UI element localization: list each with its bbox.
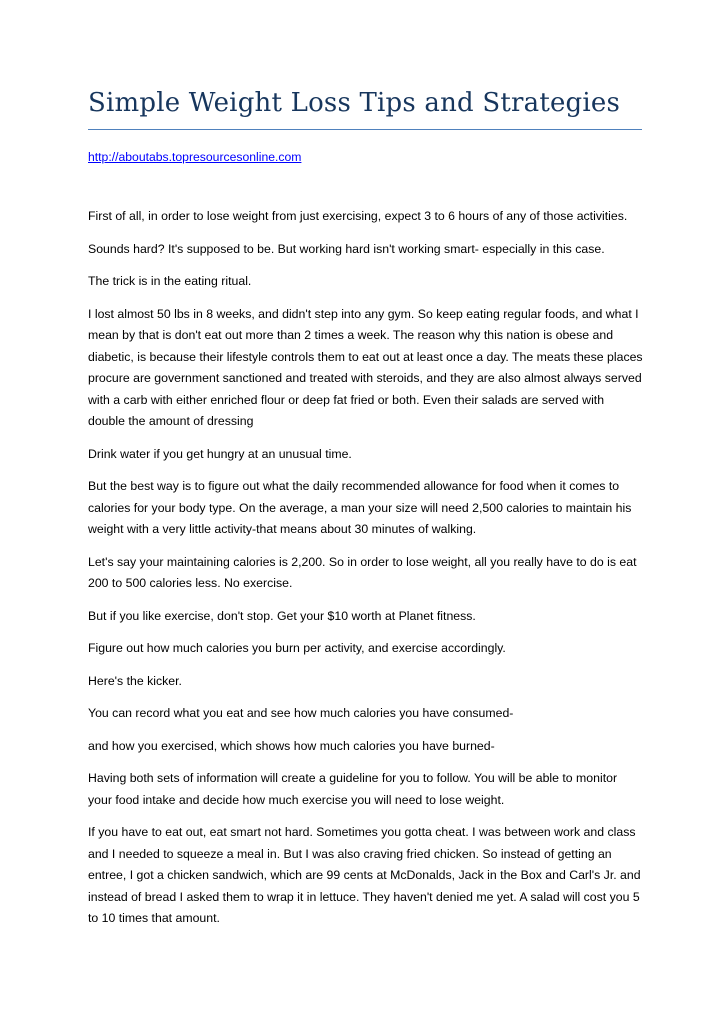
source-link[interactable]: http://aboutabs.topresourcesonline.com bbox=[88, 150, 302, 164]
document-title: Simple Weight Loss Tips and Strategies bbox=[88, 88, 621, 118]
paragraph: I lost almost 50 lbs in 8 weeks, and didn't step into any gym. So keep eating regular foods, and what I mean by that is don't eat out more than 2 times a week. The reason why this nation is obese and diabetic, is because their lifestyle controls them to eat out at least once a day. The meats these places procure are government sanctioned and treated with steroids, and they are also almost always served with a carb with either enriched flour or deep fat fried or both. Even their salads are served with double the amount of dressing bbox=[88, 306, 643, 428]
paragraph: Sounds hard? It's supposed to be. But working hard isn't working smart- especially in this case. bbox=[88, 241, 605, 256]
paragraph: If you have to eat out, eat smart not hard. Sometimes you gotta cheat. I was between work and class and I needed to squeeze a meal in. But I was also craving fried chicken. So instead of getting an entree, I got a chicken sandwich, which are 99 cents at McDonalds, Jack in the Box and Carl's Jr. and instead of bread I asked them to wrap it in lettuce. They haven't denied me yet. A salad will cost you 5 to 10 times that amount. bbox=[88, 825, 641, 925]
paragraph: The trick is in the eating ritual. bbox=[88, 274, 252, 288]
paragraph: But the best way is to figure out what the daily recommended allowance for food when it comes to calories for your body type. On the average, a man your size will need 2,500 calories to maintain his weight with a very little activity-that means about 30 minutes of walking. bbox=[88, 479, 632, 536]
paragraph: Drink water if you get hungry at an unusual time. bbox=[88, 446, 352, 461]
paragraph: and how you exercised, which shows how much calories you have burned- bbox=[88, 738, 495, 753]
paragraph: First of all, in order to lose weight from just exercising, expect 3 to 6 hours of any of those activities. bbox=[88, 209, 628, 223]
title-underline-divider bbox=[88, 129, 642, 130]
paragraph: You can record what you eat and see how much calories you have consumed- bbox=[88, 706, 514, 720]
paragraph: Let's say your maintaining calories is 2,200. So in order to lose weight, all you really have to do is eat 200 to 500 calories less. No exercise. bbox=[88, 554, 637, 590]
paragraph: Having both sets of information will create a guideline for you to follow. You will be able to monitor your food intake and decide how much exercise you will need to lose weight. bbox=[88, 771, 618, 807]
paragraph: Figure out how much calories you burn per activity, and exercise accordingly. bbox=[88, 641, 506, 655]
paragraph: But if you like exercise, don't stop. Get your $10 worth at Planet fitness. bbox=[88, 608, 476, 623]
paragraph: Here's the kicker. bbox=[88, 673, 182, 688]
document-body bbox=[88, 206, 644, 941]
